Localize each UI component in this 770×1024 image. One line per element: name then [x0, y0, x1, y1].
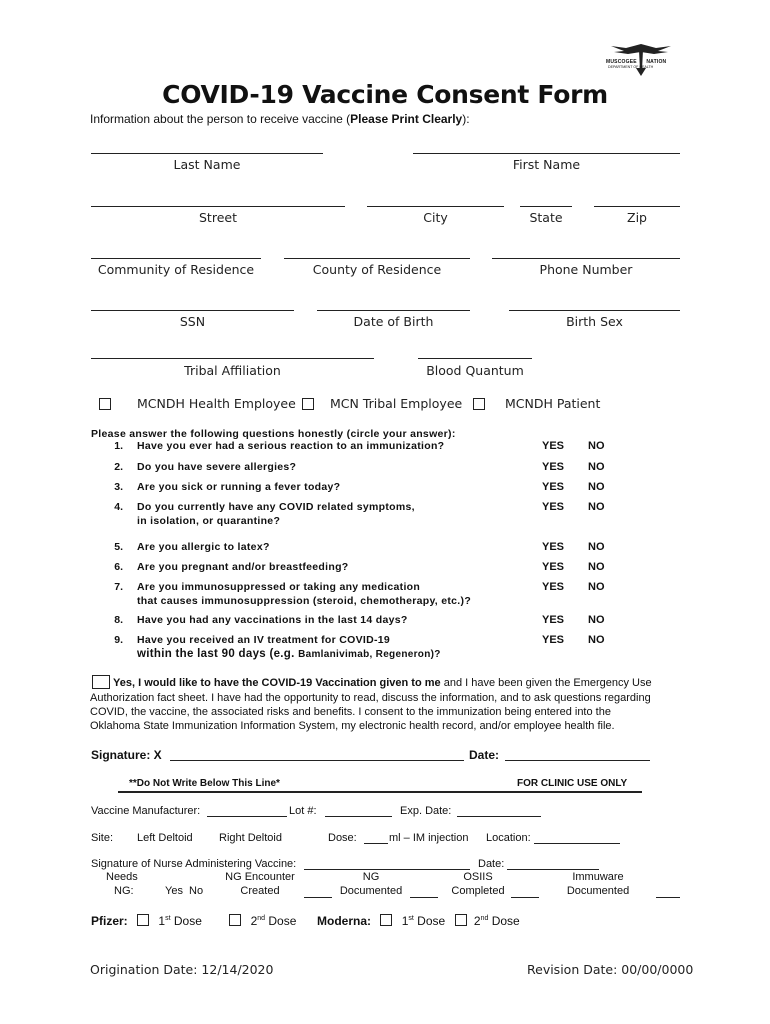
dob-label: Date of Birth: [353, 314, 434, 329]
county-label: County of Residence: [312, 262, 442, 277]
question-text: Are you pregnant and/or breastfeeding?: [137, 561, 349, 573]
question-number: 2.: [114, 461, 123, 473]
left-deltoid[interactable]: Left Deltoid: [137, 832, 193, 844]
community-label: Community of Residence: [97, 262, 255, 277]
answer-yes[interactable]: YES: [542, 501, 565, 513]
logo-subtext: DEPARTMENT OF HEALTH: [608, 65, 654, 69]
signature-line[interactable]: [170, 760, 464, 761]
question-number: 5.: [114, 541, 123, 553]
nurse-date-label: Date:: [478, 858, 505, 870]
moderna-dose2-label: 2nd Dose: [473, 914, 520, 928]
location-label: Location:: [486, 832, 531, 844]
dose-label: Dose:: [328, 832, 357, 844]
answer-yes[interactable]: YES: [542, 634, 565, 646]
question-text: Have you ever had a serious reaction to an immunization?: [137, 440, 445, 452]
blood-line[interactable]: [418, 358, 532, 359]
answer-no[interactable]: NO: [588, 614, 605, 626]
site-label: Site:: [91, 832, 114, 844]
answer-no[interactable]: NO: [588, 501, 605, 513]
question-text: Are you sick or running a fever today?: [137, 481, 341, 493]
health-employee-checkbox[interactable]: [99, 398, 111, 410]
question-number: 4.: [114, 501, 123, 513]
question-number: 3.: [114, 481, 123, 493]
consent-line-1: Yes, I would like to have the COVID-19 Vaccination given to me and I have been given the Emergency Use: [113, 677, 652, 689]
city-label: City: [423, 210, 448, 225]
dose-ml-line[interactable]: [364, 843, 388, 844]
manufacturer-label: Vaccine Manufacturer:: [91, 805, 201, 817]
question-number: 6.: [114, 561, 123, 573]
signature-label: Signature: X: [91, 748, 162, 762]
do-not-write-label: **Do Not Write Below This Line*: [129, 778, 280, 789]
tribal-line[interactable]: [91, 358, 374, 359]
ng-documented-label: Documented: [339, 885, 403, 897]
answer-no[interactable]: NO: [588, 541, 605, 553]
street-line[interactable]: [91, 206, 345, 207]
question-text-cont: within the last 90 days (e.g. Bamlanivimab, Regeneron)?: [137, 648, 441, 660]
answer-no[interactable]: NO: [588, 634, 605, 646]
needs-label: Needs: [106, 871, 138, 883]
logo-text-left: MUSCOGEE: [606, 59, 637, 65]
origination-date: Origination Date: 12/14/2020: [90, 962, 274, 977]
revision-date: Revision Date: 00/00/0000: [527, 962, 694, 977]
moderna-dose1-label: 1st Dose: [401, 914, 446, 928]
moderna-dose2-checkbox[interactable]: [455, 914, 467, 926]
city-line[interactable]: [367, 206, 504, 207]
ng-label: NG:: [114, 885, 134, 897]
dose-suffix: ml – IM injection: [389, 832, 469, 844]
ng-yes-no[interactable]: Yes No: [165, 885, 204, 897]
patient-checkbox[interactable]: [473, 398, 485, 410]
osiis-label: OSIIS: [463, 871, 493, 883]
question-text: Are you allergic to latex?: [137, 541, 270, 553]
immuware-documented-line[interactable]: [656, 897, 680, 898]
osiis-completed-label: Completed: [451, 885, 505, 897]
exp-line[interactable]: [457, 816, 541, 817]
tribal-label: Tribal Affiliation: [184, 363, 281, 378]
answer-yes[interactable]: YES: [542, 541, 565, 553]
pfizer-dose2-label: 2nd Dose: [250, 914, 297, 928]
muscogee-nation-logo: [606, 40, 676, 80]
answer-yes[interactable]: YES: [542, 561, 565, 573]
answer-no[interactable]: NO: [588, 440, 605, 452]
ng-label-2: NG: [362, 871, 380, 883]
pfizer-row: Pfizer: 1st Dose 2nd Dose: [91, 914, 297, 928]
answer-yes[interactable]: YES: [542, 481, 565, 493]
answer-no[interactable]: NO: [588, 561, 605, 573]
question-text-cont: in isolation, or quarantine?: [137, 515, 281, 527]
question-text: Do you currently have any COVID related symptoms,: [137, 501, 415, 513]
question-text: Have you received an IV treatment for COVID-19: [137, 634, 391, 646]
question-text: Do you have severe allergies?: [137, 461, 297, 473]
birth-sex-line[interactable]: [509, 310, 680, 311]
signature-date-line[interactable]: [505, 760, 650, 761]
consent-checkbox[interactable]: [92, 675, 110, 689]
immuware-label: Immuware: [572, 871, 624, 883]
question-text-cont: that causes immunosuppression (steroid, chemotherapy, etc.)?: [137, 595, 472, 607]
street-label: Street: [199, 210, 237, 225]
location-line[interactable]: [534, 843, 620, 844]
zip-label: Zip: [627, 210, 647, 225]
state-line[interactable]: [520, 206, 572, 207]
question-number: 7.: [114, 581, 123, 593]
health-employee-label: MCNDH Health Employee: [137, 396, 296, 411]
community-line[interactable]: [91, 258, 261, 259]
first-name-label: First Name: [512, 157, 581, 172]
form-title: COVID-19 Vaccine Consent Form: [162, 80, 608, 109]
dob-line[interactable]: [317, 310, 470, 311]
ng-created-label: Created: [240, 885, 280, 897]
ng-encounter-label: NG Encounter: [225, 871, 295, 883]
first-name-line[interactable]: [413, 153, 680, 154]
consent-line-3: COVID, the vaccine, the associated risks and benefits. I consent to the immunization being entered into the: [90, 706, 611, 718]
pfizer-dose1-label: 1st Dose: [158, 914, 202, 928]
last-name-label: Last Name: [173, 157, 241, 172]
answer-yes[interactable]: YES: [542, 614, 565, 626]
patient-label: MCNDH Patient: [505, 396, 601, 411]
question-text: Are you immunosuppressed or taking any medication: [137, 581, 421, 593]
answer-no[interactable]: NO: [588, 581, 605, 593]
question-number: 1.: [114, 440, 123, 452]
nurse-signature-line[interactable]: [304, 869, 470, 870]
ng-documented-line[interactable]: [410, 897, 438, 898]
nurse-signature-label: Signature of Nurse Administering Vaccine:: [91, 858, 297, 870]
logo-text-right: NATION: [646, 59, 667, 65]
ssn-label: SSN: [179, 314, 206, 329]
manufacturer-line[interactable]: [207, 816, 287, 817]
tribal-employee-label: MCN Tribal Employee: [330, 396, 463, 411]
consent-line-2: Authorization fact sheet. I have had the opportunity to read, discuss the information, and to ask questions regarding: [90, 692, 651, 704]
blood-label: Blood Quantum: [426, 363, 524, 378]
phone-line[interactable]: [492, 258, 680, 259]
clinic-divider: [118, 791, 642, 793]
answer-yes[interactable]: YES: [542, 440, 565, 452]
answer-yes[interactable]: YES: [542, 581, 565, 593]
county-line[interactable]: [284, 258, 470, 259]
exp-label: Exp. Date:: [400, 805, 452, 817]
answer-yes[interactable]: YES: [542, 461, 565, 473]
phone-label: Phone Number: [539, 262, 633, 277]
lot-line[interactable]: [325, 816, 392, 817]
moderna-dose1-checkbox[interactable]: [380, 914, 392, 926]
question-text: Have you had any vaccinations in the last 14 days?: [137, 614, 408, 626]
tribal-employee-checkbox[interactable]: [302, 398, 314, 410]
answer-no[interactable]: NO: [588, 461, 605, 473]
right-deltoid[interactable]: Right Deltoid: [219, 832, 282, 844]
osiis-completed-line[interactable]: [511, 897, 539, 898]
intro-text: Information about the person to receive vaccine (Please Print Clearly):: [90, 112, 470, 126]
lot-label: Lot #:: [289, 805, 317, 817]
birth-sex-label: Birth Sex: [566, 314, 623, 329]
ng-created-line[interactable]: [304, 897, 332, 898]
signature-date-label: Date:: [469, 748, 500, 762]
nurse-date-line[interactable]: [507, 869, 599, 870]
moderna-row: Moderna: 1st Dose 2nd Dose: [317, 914, 520, 928]
last-name-line[interactable]: [91, 153, 323, 154]
zip-line[interactable]: [594, 206, 680, 207]
pfizer-dose2-checkbox[interactable]: [229, 914, 241, 926]
state-label: State: [529, 210, 563, 225]
questions-intro: Please answer the following questions honestly (circle your answer):: [91, 428, 456, 440]
pfizer-dose1-checkbox[interactable]: [137, 914, 149, 926]
clinic-use-label: FOR CLINIC USE ONLY: [517, 778, 628, 789]
question-number: 8.: [114, 614, 123, 626]
immuware-documented-label: Documented: [566, 885, 630, 897]
answer-no[interactable]: NO: [588, 481, 605, 493]
question-number: 9.: [114, 634, 123, 646]
consent-line-4: Oklahoma State Immunization Information System, my electronic health record, and/or employee health file.: [90, 720, 615, 732]
ssn-line[interactable]: [91, 310, 294, 311]
